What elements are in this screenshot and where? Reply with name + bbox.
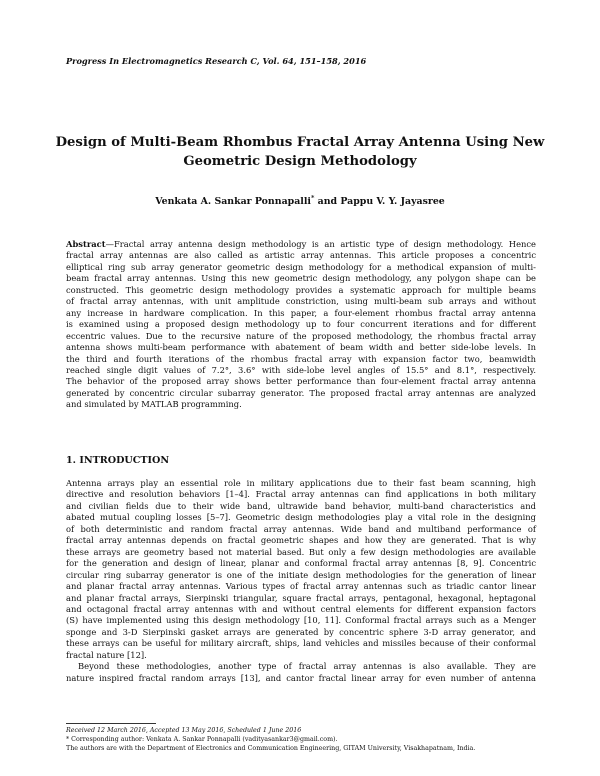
abstract-line-text: —Fractal array antenna design methodology is an artistic type of design methodology. Hence	[105, 239, 536, 249]
intro-line: and planar fractal arrays, Sierpinski triangular, square fractal arrays, pentagonal, hexagonal, heptagonal	[66, 592, 536, 603]
abstract-line: antenna shows multi-beam performance with abatement of beam width and better side-lobe levels. In	[66, 342, 536, 353]
abstract-line: of fractal array antennas, with unit amplitude constriction, using multi-beam sub arrays and without	[66, 296, 536, 307]
intro-line: and octagonal fractal array antennas with and without central elements for different expansion factors	[66, 603, 536, 614]
abstract-line: is examined using a proposed design methodology up to four concurrent iterations and for different	[66, 319, 536, 330]
intro-line: and civilian fields due to their wide band, ultrawide band behavior, multi-band characteristics and	[66, 500, 536, 511]
intro-line: circular ring subarray generator is one of the initiate design methodologies for the generation of linear	[66, 569, 536, 580]
abstract-line: constructed. This geometric design methodology provides a systematic approach for multiple beams	[66, 284, 536, 295]
journal-citation: Progress In Electromagnetics Research C, Vol. 64, 151–158, 2016	[66, 56, 367, 66]
intro-line: and planar fractal array antennas. Various types of fractal array antennas such as triadic cantor linear	[66, 581, 536, 592]
abstract-label: Abstract	[66, 239, 106, 249]
author-first: Venkata A. Sankar Ponnapalli	[155, 196, 311, 208]
corresponding-mark: *	[310, 194, 315, 202]
abstract-line: beam fractal array antennas. Using this new geometric design methodology, any polygon shape can be	[66, 273, 536, 284]
abstract-line: elliptical ring sub array generator geometric design methodology for a methodical expansion of multi-	[66, 261, 536, 272]
footnotes	[66, 726, 475, 753]
corresponding-author-note: * Corresponding author: Venkata A. Sankar Ponnapalli (vadityasankar3@gmail.com).	[66, 736, 338, 743]
intro-line: these arrays are geometry based not material based. But only a few design methodologies are available	[66, 546, 536, 557]
title-line-2: Geometric Design Methodology	[183, 154, 417, 169]
paper-title	[40, 133, 560, 171]
abstract-line: and simulated by MATLAB programming.	[66, 399, 242, 410]
abstract-line: eccentric values. Due to the recursive nature of the proposed methodology, the rhombus fractal array	[66, 330, 536, 341]
intro-line: for the generation and design of linear, planar and conformal fractal array antennas [8, 9]. Concentric	[66, 558, 536, 569]
introduction-body	[66, 478, 536, 684]
intro-line: fractal nature [12].	[66, 649, 147, 660]
intro-line: fractal array antennas depends on fractal geometric shapes and how they are generated. That is why	[66, 535, 536, 546]
intro-line: (S) have implemented using this design methodology [10, 11]. Conformal fractal arrays such as a Menger	[66, 615, 536, 626]
affiliation-note: The authors are with the Department of Electronics and Communication Engineering, GITAM University, Visakhapatnam, India.	[66, 745, 476, 752]
footnote-rule	[66, 723, 156, 724]
abstract-line: fractal array antennas are also called as artistic array antennas. This article proposes a concentric	[66, 250, 536, 261]
title-line-1: Design of Multi-Beam Rhombus Fractal Array Antenna Using New	[55, 135, 545, 150]
abstract-line: The behavior of the proposed array shows better performance than four-element fractal array antenna	[66, 376, 536, 387]
intro-line: of both deterministic and random fractal array antennas. Wide band and multiband performance of	[66, 523, 536, 534]
author-rest: and Pappu V. Y. Jayasree	[314, 196, 445, 208]
intro-line: nature inspired fractal random arrays [13], and cantor fractal linear array for even number of antenna	[66, 672, 536, 683]
author-list	[40, 194, 560, 207]
abstract-line: reached single digit values of 7.2°, 3.6° with side-lobe level angles of 15.5° and 8.1°, respectively.	[66, 364, 536, 375]
abstract-line: the third and fourth iterations of the rhombus fractal array with expansion factor two, beamwidth	[66, 353, 536, 364]
intro-line: sponge and 3-D Sierpinski gasket arrays are generated by concentric sphere 3-D array generator, and	[66, 626, 536, 637]
intro-line: Antenna arrays play an essential role in military applications due to their fast beam scanning, high	[66, 478, 536, 488]
abstract-line: generated by concentric circular subarray generator. The proposed fractal array antennas are analyzed	[66, 387, 536, 398]
abstract-line	[66, 239, 536, 250]
section-heading-introduction: 1. INTRODUCTION	[66, 455, 170, 466]
intro-line: directive and resolution behaviors [1–4]. Fractal array antennas can find applications in both military	[66, 489, 536, 500]
intro-line: Beyond these methodologies, another type of fractal array antennas is also available. They are	[78, 661, 536, 672]
abstract-line: any increase in hardware complication. In this paper, a four-element rhombus fractal array antenna	[66, 307, 536, 318]
intro-line: these arrays can be useful for military aircraft, ships, land vehicles and missiles because of their conformal	[66, 638, 536, 649]
received-dates: Received 12 March 2016, Accepted 13 May 2016, Scheduled 1 June 2016	[66, 727, 302, 734]
intro-line: abated mutual coupling losses [5–7]. Geometric design methodologies play a vital role in the designing	[66, 512, 536, 523]
abstract	[66, 239, 536, 411]
